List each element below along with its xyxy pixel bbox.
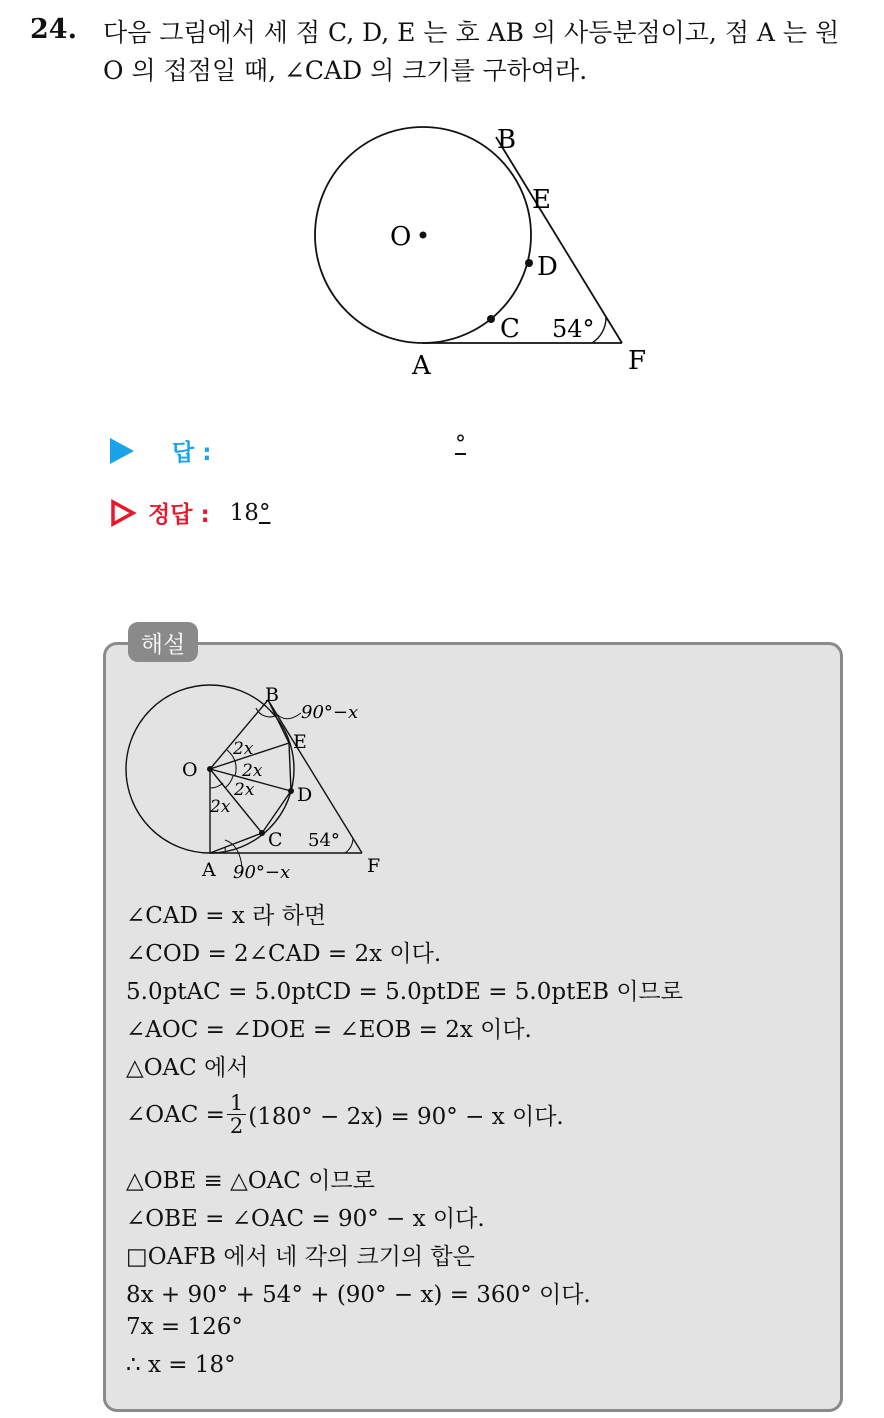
main-geometry-figure — [300, 115, 680, 385]
label-o: O — [390, 222, 412, 252]
solution-label-2x-eob: 2x — [233, 739, 254, 759]
solution-label-o: O — [182, 759, 198, 781]
center-point-o — [420, 232, 427, 239]
angle-aoc-arc — [210, 783, 223, 788]
solution-label-2x-doe: 2x — [242, 761, 263, 781]
label-d: D — [537, 252, 558, 282]
solution-point-d — [288, 788, 294, 794]
label-a: A — [412, 351, 431, 381]
correct-answer-label: 정답 : — [148, 502, 210, 528]
angle-cod-arc — [225, 776, 233, 788]
label-b: B — [497, 125, 517, 155]
solution-line: 7x = 126° — [126, 1314, 243, 1340]
label-f: F — [628, 346, 647, 376]
solution-angle-f-arc — [345, 838, 353, 853]
question-line-1: 다음 그림에서 세 점 C, D, E 는 호 AB 의 사등분점이고, 점 A 는 원 — [103, 18, 840, 47]
solution-line: ∴ x = 18° — [126, 1352, 236, 1378]
answer-label: 답 : — [172, 440, 212, 466]
solution-line: ∠AOC = ∠DOE = ∠EOB = 2x 이다. — [126, 1017, 532, 1043]
answer-row — [110, 434, 211, 467]
solution-geometry-figure — [115, 680, 405, 885]
solution-line: ∠OBE = ∠OAC = 90° − x 이다. — [126, 1206, 485, 1232]
label-c: C — [500, 314, 520, 344]
chord-ac — [210, 833, 262, 853]
solution-label-2x-cod: 2x — [234, 780, 255, 800]
solution-label-bottom-angle: 90°−x — [233, 862, 291, 883]
correct-answer-outline-play-icon — [110, 499, 136, 527]
chord-de — [289, 743, 291, 791]
solution-point-o — [207, 766, 213, 772]
oac-suffix: (180° − 2x) = 90° − x 이다. — [248, 1104, 564, 1130]
solution-label-a: A — [202, 859, 216, 881]
solution-label-e: E — [293, 731, 307, 753]
solution-label-c: C — [268, 829, 283, 851]
solution-line-oac — [126, 1092, 564, 1137]
solution-line: △OBE ≡ △OAC 이므로 — [126, 1168, 375, 1194]
answer-play-icon — [110, 438, 134, 464]
solution-label-angle-54: 54° — [308, 830, 340, 851]
fraction-one-half — [227, 1092, 246, 1137]
point-c — [487, 315, 495, 323]
solution-line: ∠COD = 2∠CAD = 2x 이다. — [126, 941, 442, 967]
angle-doe-arc — [235, 761, 236, 776]
correct-answer-value: 18 — [229, 499, 259, 526]
point-d — [525, 259, 533, 267]
fraction-numerator: 1 — [227, 1092, 246, 1115]
solution-line: □OAFB 에서 네 각의 크기의 합은 — [126, 1244, 475, 1270]
solution-label-b: B — [265, 684, 279, 706]
solution-line: 8x + 90° + 54° + (90° − x) = 360° 이다. — [126, 1282, 591, 1308]
fraction-denominator: 2 — [229, 1114, 244, 1138]
solution-label-d: D — [297, 784, 313, 806]
question-text — [103, 14, 873, 90]
solution-tag: 해설 — [128, 622, 198, 662]
label-angle-54: 54° — [552, 315, 595, 343]
solution-line: ∠CAD = x 라 하면 — [126, 903, 327, 929]
solution-label-2x-aoc: 2x — [210, 797, 231, 817]
solution-line: 5.0ptAC = 5.0ptCD = 5.0ptDE = 5.0ptEB 이므로 — [126, 979, 683, 1005]
solution-label-top-angle: 90°−x — [301, 702, 359, 723]
chord-cd — [262, 791, 291, 833]
oac-prefix: ∠OAC = — [126, 1101, 225, 1128]
label-e: E — [532, 185, 551, 215]
answer-blank-unit: ° — [455, 432, 466, 457]
question-number: 24. — [30, 14, 77, 45]
correct-answer-row — [110, 496, 270, 529]
solution-point-c — [259, 830, 265, 836]
question-line-2: O 의 접점일 때, ∠CAD 의 크기를 구하여라. — [103, 56, 588, 85]
segment-bf — [496, 137, 622, 343]
solution-label-f: F — [367, 855, 381, 877]
correct-answer-unit: ° — [258, 499, 271, 526]
solution-line: △OAC 에서 — [126, 1055, 249, 1081]
